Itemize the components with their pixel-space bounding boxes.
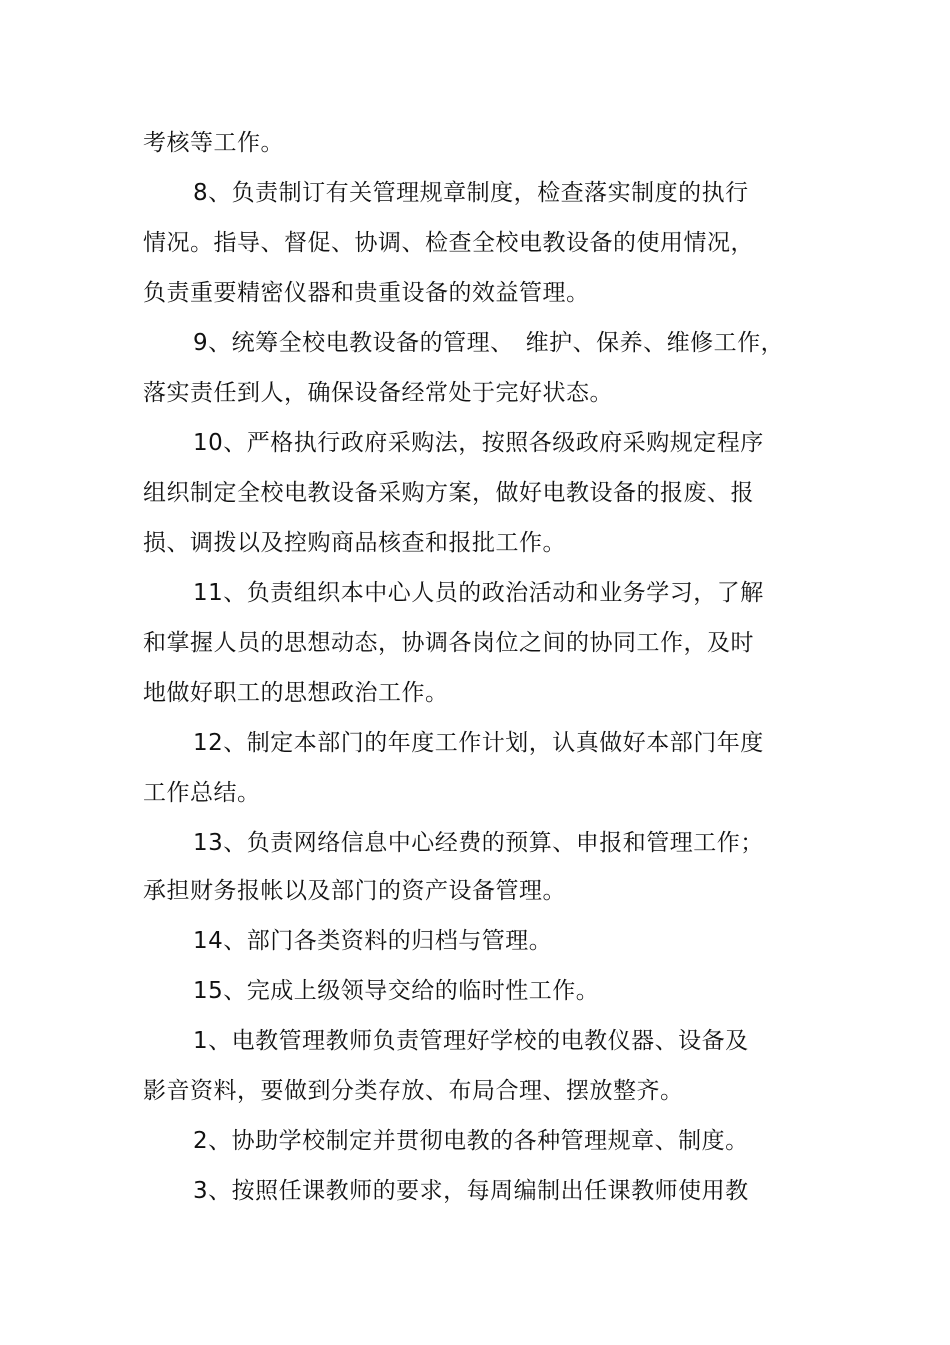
text-line: 考核等工作。	[143, 130, 284, 156]
paragraph-14-line-1: 14、部门各类资料的归档与管理。	[193, 928, 553, 954]
paragraph-8-line-1: 8、负责制订有关管理规章制度，检查落实制度的执行	[193, 180, 749, 206]
paragraph-1-line-1: 1、电教管理教师负责管理好学校的电教仪器、设备及	[193, 1028, 749, 1054]
paragraph-11-line-1: 11、负责组织本中心人员的政治活动和业务学习，了解	[193, 580, 764, 606]
paragraph-10-line-3: 损、调拨以及控购商品核查和报批工作。	[143, 530, 566, 556]
paragraph-9-line-2: 落实责任到人，确保设备经常处于完好状态。	[143, 380, 613, 406]
paragraph-11-line-2: 和掌握人员的思想动态，协调各岗位之间的协同工作，及时	[143, 630, 754, 656]
paragraph-9-line-1: 9、统筹全校电教设备的管理、 维护、保养、维修工作，	[193, 330, 785, 356]
paragraph-15-line-1: 15、完成上级领导交给的临时性工作。	[193, 978, 600, 1004]
paragraph-10-line-2: 组织制定全校电教设备采购方案，做好电教设备的报废、报	[143, 480, 754, 506]
paragraph-8-line-3: 负责重要精密仪器和贵重设备的效益管理。	[143, 280, 590, 306]
paragraph-10-line-1: 10、严格执行政府采购法，按照各级政府采购规定程序	[193, 430, 764, 456]
paragraph-11-line-3: 地做好职工的思想政治工作。	[143, 680, 449, 706]
paragraph-12-line-1: 12、制定本部门的年度工作计划，认真做好本部门年度	[193, 730, 764, 756]
paragraph-2-line-1: 2、协助学校制定并贯彻电教的各种管理规章、制度。	[193, 1128, 749, 1154]
paragraph-1-line-2: 影音资料，要做到分类存放、布局合理、摆放整齐。	[143, 1078, 684, 1104]
paragraph-8-line-2: 情况。指导、督促、协调、检查全校电教设备的使用情况，	[143, 230, 754, 256]
paragraph-13-line-2: 承担财务报帐以及部门的资产设备管理。	[143, 878, 566, 904]
paragraph-13-line-1: 13、负责网络信息中心经费的预算、申报和管理工作；	[193, 830, 764, 856]
paragraph-12-line-2: 工作总结。	[143, 780, 261, 806]
paragraph-3-line-1: 3、按照任课教师的要求，每周编制出任课教师使用教	[193, 1178, 749, 1204]
